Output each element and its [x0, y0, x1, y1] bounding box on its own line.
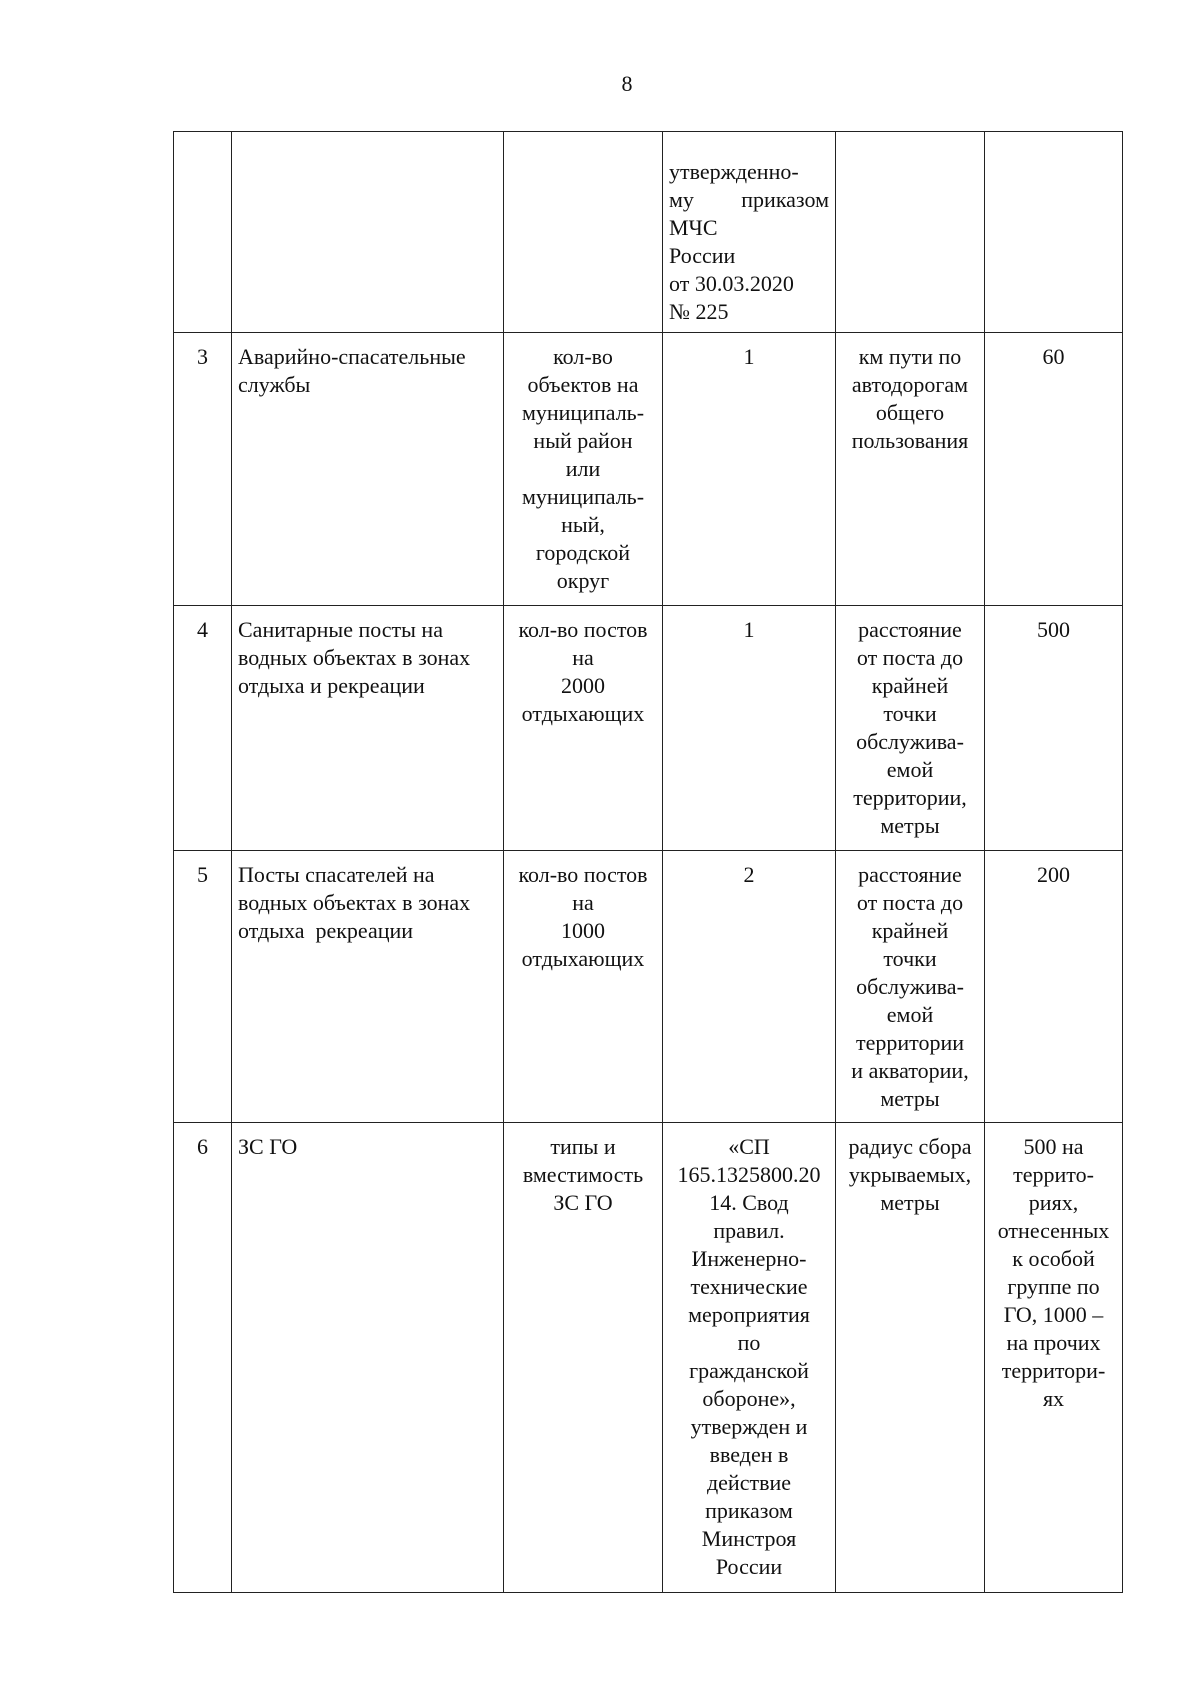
page-number: 8 — [621, 71, 633, 96]
cell-name — [232, 606, 504, 851]
unit-line: метры — [880, 1086, 940, 1111]
indicator-line: кол-во — [553, 344, 613, 369]
unit-line: общего — [875, 400, 945, 425]
value-line: террито- — [1013, 1162, 1094, 1187]
norm-line: правил. — [713, 1218, 785, 1243]
name-line: отдыха рекреации — [238, 918, 414, 943]
cell-unit — [836, 851, 985, 1123]
cell-indicator — [504, 132, 663, 333]
unit-line: от поста до — [856, 645, 964, 670]
unit-line: территории — [855, 1030, 965, 1055]
norm-line: введен в — [709, 1442, 789, 1467]
cell-num: 3 — [174, 333, 232, 606]
value-line: 500 — [1037, 617, 1070, 642]
norm-line: № 225 — [669, 299, 729, 324]
norm-line: МЧС — [669, 215, 718, 240]
name-line: отдыха и рекреации — [238, 673, 425, 698]
indicator-line: объектов на — [527, 372, 639, 397]
norm-line: по — [737, 1330, 761, 1355]
table-row — [174, 851, 1123, 1123]
unit-line: обслужива- — [856, 729, 964, 754]
cell-num: 6 — [174, 1123, 232, 1593]
norm-line: технические — [690, 1274, 808, 1299]
norm-line: мероприятия — [688, 1302, 810, 1327]
cell-norm — [663, 606, 836, 851]
indicator-line: муниципаль- — [521, 400, 645, 425]
norm-line: Инженерно- — [691, 1246, 807, 1271]
cell-norm — [663, 851, 836, 1123]
table-row — [174, 333, 1123, 606]
unit-line: радиус сбора — [848, 1134, 972, 1159]
table-row-continued — [174, 132, 1123, 333]
value-line: территори- — [1001, 1358, 1106, 1383]
indicator-line: ный район — [533, 428, 633, 453]
cell-name — [232, 333, 504, 606]
unit-line: обслужива- — [856, 974, 964, 999]
unit-line: пользования — [851, 428, 969, 453]
norm-line: действие — [706, 1470, 792, 1495]
unit-line: крайней — [871, 673, 949, 698]
cell-unit — [836, 132, 985, 333]
cell-unit — [836, 1123, 985, 1593]
unit-line: метры — [880, 813, 940, 838]
cell-value — [985, 1123, 1123, 1593]
cell-norm — [663, 1123, 836, 1593]
indicator-line: или — [565, 456, 601, 481]
norm-line: 14. Свод — [709, 1190, 789, 1215]
cell-name — [232, 132, 504, 333]
cell-value — [985, 132, 1123, 333]
unit-line: емой — [886, 757, 934, 782]
value-line: к особой — [1012, 1246, 1095, 1271]
value-line: группе по — [1007, 1274, 1100, 1299]
unit-line: точки — [883, 946, 937, 971]
norm-line: от 30.03.2020 — [669, 271, 794, 296]
cell-value — [985, 606, 1123, 851]
value-line: отнесенных — [997, 1218, 1110, 1243]
indicator-line: ный, — [561, 512, 605, 537]
indicator-line: отдыхающих — [521, 701, 645, 726]
norm-line: 2 — [743, 862, 755, 887]
norm-line: 1 — [743, 617, 755, 642]
cell-unit — [836, 606, 985, 851]
indicator-line: на — [572, 890, 594, 915]
unit-line: территории, — [853, 785, 967, 810]
norm-line: Минстроя — [701, 1526, 797, 1551]
norm-line: обороне», — [702, 1386, 796, 1411]
value-line: 200 — [1037, 862, 1070, 887]
indicator-line: муниципаль- — [521, 484, 645, 509]
table-row — [174, 1123, 1123, 1593]
norm-line: России — [715, 1554, 783, 1579]
cell-num: 5 — [174, 851, 232, 1123]
indicator-line: кол-во постов — [518, 862, 648, 887]
unit-line: расстояние — [858, 617, 962, 642]
norms-table — [173, 131, 1123, 1593]
unit-line: расстояние — [858, 862, 962, 887]
value-line: ГО, 1000 – — [1003, 1302, 1104, 1327]
cell-num: 4 — [174, 606, 232, 851]
indicator-line: отдыхающих — [521, 946, 645, 971]
cell-indicator — [504, 1123, 663, 1593]
value-line: 60 — [1042, 344, 1065, 369]
indicator-line: округ — [556, 568, 610, 593]
name-line: ЗС ГО — [238, 1134, 298, 1159]
norm-line: России — [669, 243, 736, 268]
indicator-line: вместимость — [522, 1162, 644, 1187]
indicator-line: типы и — [550, 1134, 616, 1159]
norm-line: «СП — [728, 1134, 770, 1159]
name-line: водных объектах в зонах — [238, 890, 471, 915]
table-row — [174, 606, 1123, 851]
norm-line: 1 — [743, 344, 755, 369]
norm-line: приказом — [705, 1498, 793, 1523]
indicator-line: ЗС ГО — [553, 1190, 613, 1215]
name-line: Санитарные посты на — [238, 617, 443, 642]
unit-line: укрываемых, — [848, 1162, 972, 1187]
unit-line: точки — [883, 701, 937, 726]
norm-line-justified — [669, 186, 829, 214]
indicator-line: на — [572, 645, 594, 670]
cell-num — [174, 132, 232, 333]
name-line: водных объектах в зонах — [238, 645, 471, 670]
cell-indicator — [504, 606, 663, 851]
cell-name — [232, 851, 504, 1123]
norm-word: му — [669, 187, 694, 212]
cell-norm — [663, 132, 836, 333]
unit-line: км пути по — [858, 344, 962, 369]
cell-unit — [836, 333, 985, 606]
unit-line: автодорогам — [851, 372, 969, 397]
cell-value — [985, 851, 1123, 1123]
norm-line: 165.1325800.20 — [677, 1162, 821, 1187]
cell-indicator — [504, 333, 663, 606]
unit-line: крайней — [871, 918, 949, 943]
value-line: риях, — [1028, 1190, 1079, 1215]
cell-indicator — [504, 851, 663, 1123]
name-line: Посты спасателей на — [238, 862, 435, 887]
norm-word: приказом — [741, 187, 829, 212]
cell-name — [232, 1123, 504, 1593]
value-line: ях — [1042, 1386, 1065, 1411]
unit-line: и акватории, — [851, 1058, 969, 1083]
indicator-line: 2000 — [561, 673, 605, 698]
norm-line: утвержденно- — [669, 159, 799, 184]
name-line: Аварийно-спасательные — [238, 344, 466, 369]
value-line: на прочих — [1006, 1330, 1101, 1355]
unit-line: от поста до — [856, 890, 964, 915]
norm-line: утвержден и — [690, 1414, 808, 1439]
indicator-line: кол-во постов — [518, 617, 648, 642]
unit-line: емой — [886, 1002, 934, 1027]
value-line: 500 на — [1023, 1134, 1084, 1159]
name-line: службы — [238, 372, 311, 397]
indicator-line: городской — [535, 540, 631, 565]
indicator-line: 1000 — [561, 918, 605, 943]
unit-line: метры — [880, 1190, 940, 1215]
norm-line: гражданской — [689, 1358, 809, 1383]
cell-value — [985, 333, 1123, 606]
cell-norm — [663, 333, 836, 606]
